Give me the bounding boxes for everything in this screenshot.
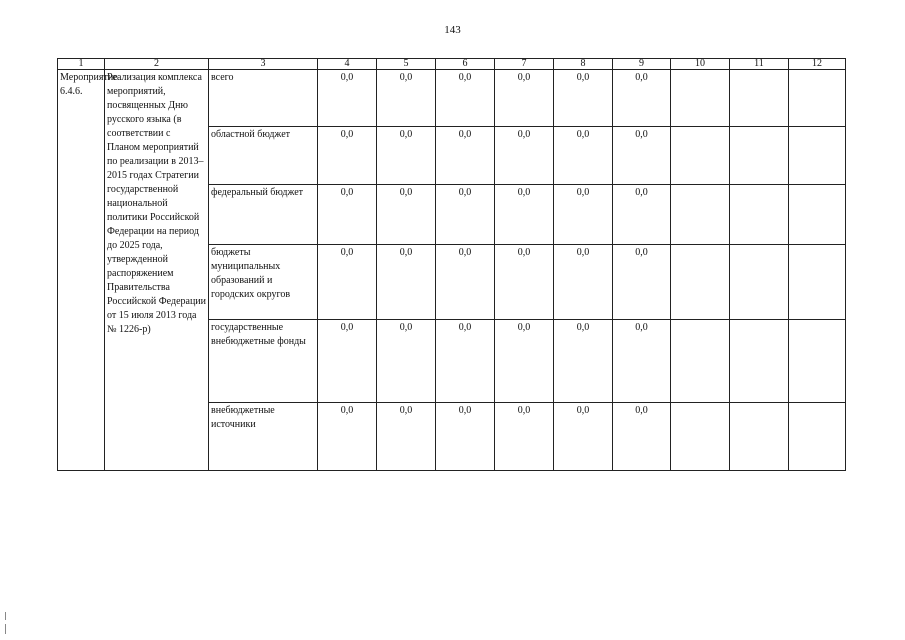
value-cell: [671, 185, 730, 245]
value-cell: 0,0: [436, 185, 495, 245]
value-cell: 0,0: [613, 245, 671, 320]
funding-source-cell: бюджеты муниципальных образований и городских округов: [209, 245, 318, 320]
value-cell: 0,0: [613, 70, 671, 127]
column-header-1: 1: [58, 59, 105, 70]
value-cell: 0,0: [377, 403, 436, 471]
value-cell: 0,0: [554, 185, 613, 245]
value-cell: [671, 70, 730, 127]
column-header-3: 3: [209, 59, 318, 70]
column-header-4: 4: [318, 59, 377, 70]
value-cell: 0,0: [436, 70, 495, 127]
value-cell: 0,0: [377, 320, 436, 403]
value-cell: [671, 320, 730, 403]
value-cell: 0,0: [613, 320, 671, 403]
measure-code-cell: Мероприятие 6.4.6.: [58, 70, 105, 471]
value-cell: 0,0: [613, 127, 671, 185]
scan-margin-mark: [5, 612, 6, 620]
value-cell: 0,0: [613, 403, 671, 471]
value-cell: 0,0: [377, 127, 436, 185]
value-cell: 0,0: [495, 185, 554, 245]
column-header-12: 12: [789, 59, 846, 70]
value-cell: [730, 245, 789, 320]
column-header-11: 11: [730, 59, 789, 70]
value-cell: [730, 127, 789, 185]
funding-source-cell: федеральный бюджет: [209, 185, 318, 245]
value-cell: 0,0: [436, 245, 495, 320]
measure-description-cell: Реализация комплекса мероприятий, посвященных Дню русского языка (в соответствии с Планом мероприятий по реализации в 2013–2015 годах Стратегии государственной национальной политики Российской Федерации на период до 2025 года, утвержденной распоряжением Правительства Российской Федерации от 15 июля 2013 года № 1226-р): [105, 70, 209, 471]
value-cell: [730, 403, 789, 471]
value-cell: 0,0: [377, 245, 436, 320]
value-cell: [671, 403, 730, 471]
value-cell: 0,0: [495, 70, 554, 127]
value-cell: [789, 70, 846, 127]
value-cell: [730, 70, 789, 127]
value-cell: [671, 127, 730, 185]
page-number: 143: [444, 24, 461, 36]
value-cell: 0,0: [377, 185, 436, 245]
value-cell: 0,0: [318, 403, 377, 471]
value-cell: 0,0: [554, 127, 613, 185]
value-cell: 0,0: [495, 127, 554, 185]
value-cell: 0,0: [554, 70, 613, 127]
column-header-9: 9: [613, 59, 671, 70]
value-cell: [789, 127, 846, 185]
column-header-5: 5: [377, 59, 436, 70]
value-cell: 0,0: [318, 185, 377, 245]
value-cell: 0,0: [436, 127, 495, 185]
value-cell: 0,0: [554, 403, 613, 471]
value-cell: 0,0: [554, 320, 613, 403]
value-cell: 0,0: [436, 320, 495, 403]
value-cell: [730, 185, 789, 245]
column-header-8: 8: [554, 59, 613, 70]
column-header-2: 2: [105, 59, 209, 70]
funding-source-cell: всего: [209, 70, 318, 127]
value-cell: 0,0: [318, 320, 377, 403]
column-header-10: 10: [671, 59, 730, 70]
value-cell: 0,0: [613, 185, 671, 245]
value-cell: 0,0: [318, 70, 377, 127]
value-cell: 0,0: [436, 403, 495, 471]
value-cell: 0,0: [318, 127, 377, 185]
funding-source-cell: государственные внебюджетные фонды: [209, 320, 318, 403]
scan-margin-mark: [5, 624, 6, 634]
value-cell: 0,0: [495, 320, 554, 403]
value-cell: [789, 245, 846, 320]
value-cell: 0,0: [495, 403, 554, 471]
value-cell: [789, 403, 846, 471]
value-cell: [671, 245, 730, 320]
value-cell: 0,0: [377, 70, 436, 127]
header-row: [58, 59, 846, 70]
column-header-6: 6: [436, 59, 495, 70]
value-cell: 0,0: [554, 245, 613, 320]
value-cell: [789, 185, 846, 245]
budget-table: [57, 58, 846, 471]
funding-source-cell: областной бюджет: [209, 127, 318, 185]
value-cell: [730, 320, 789, 403]
value-cell: 0,0: [318, 245, 377, 320]
value-cell: [789, 320, 846, 403]
table-row: [58, 70, 846, 127]
funding-source-cell: внебюджетные источники: [209, 403, 318, 471]
value-cell: 0,0: [495, 245, 554, 320]
column-header-7: 7: [495, 59, 554, 70]
